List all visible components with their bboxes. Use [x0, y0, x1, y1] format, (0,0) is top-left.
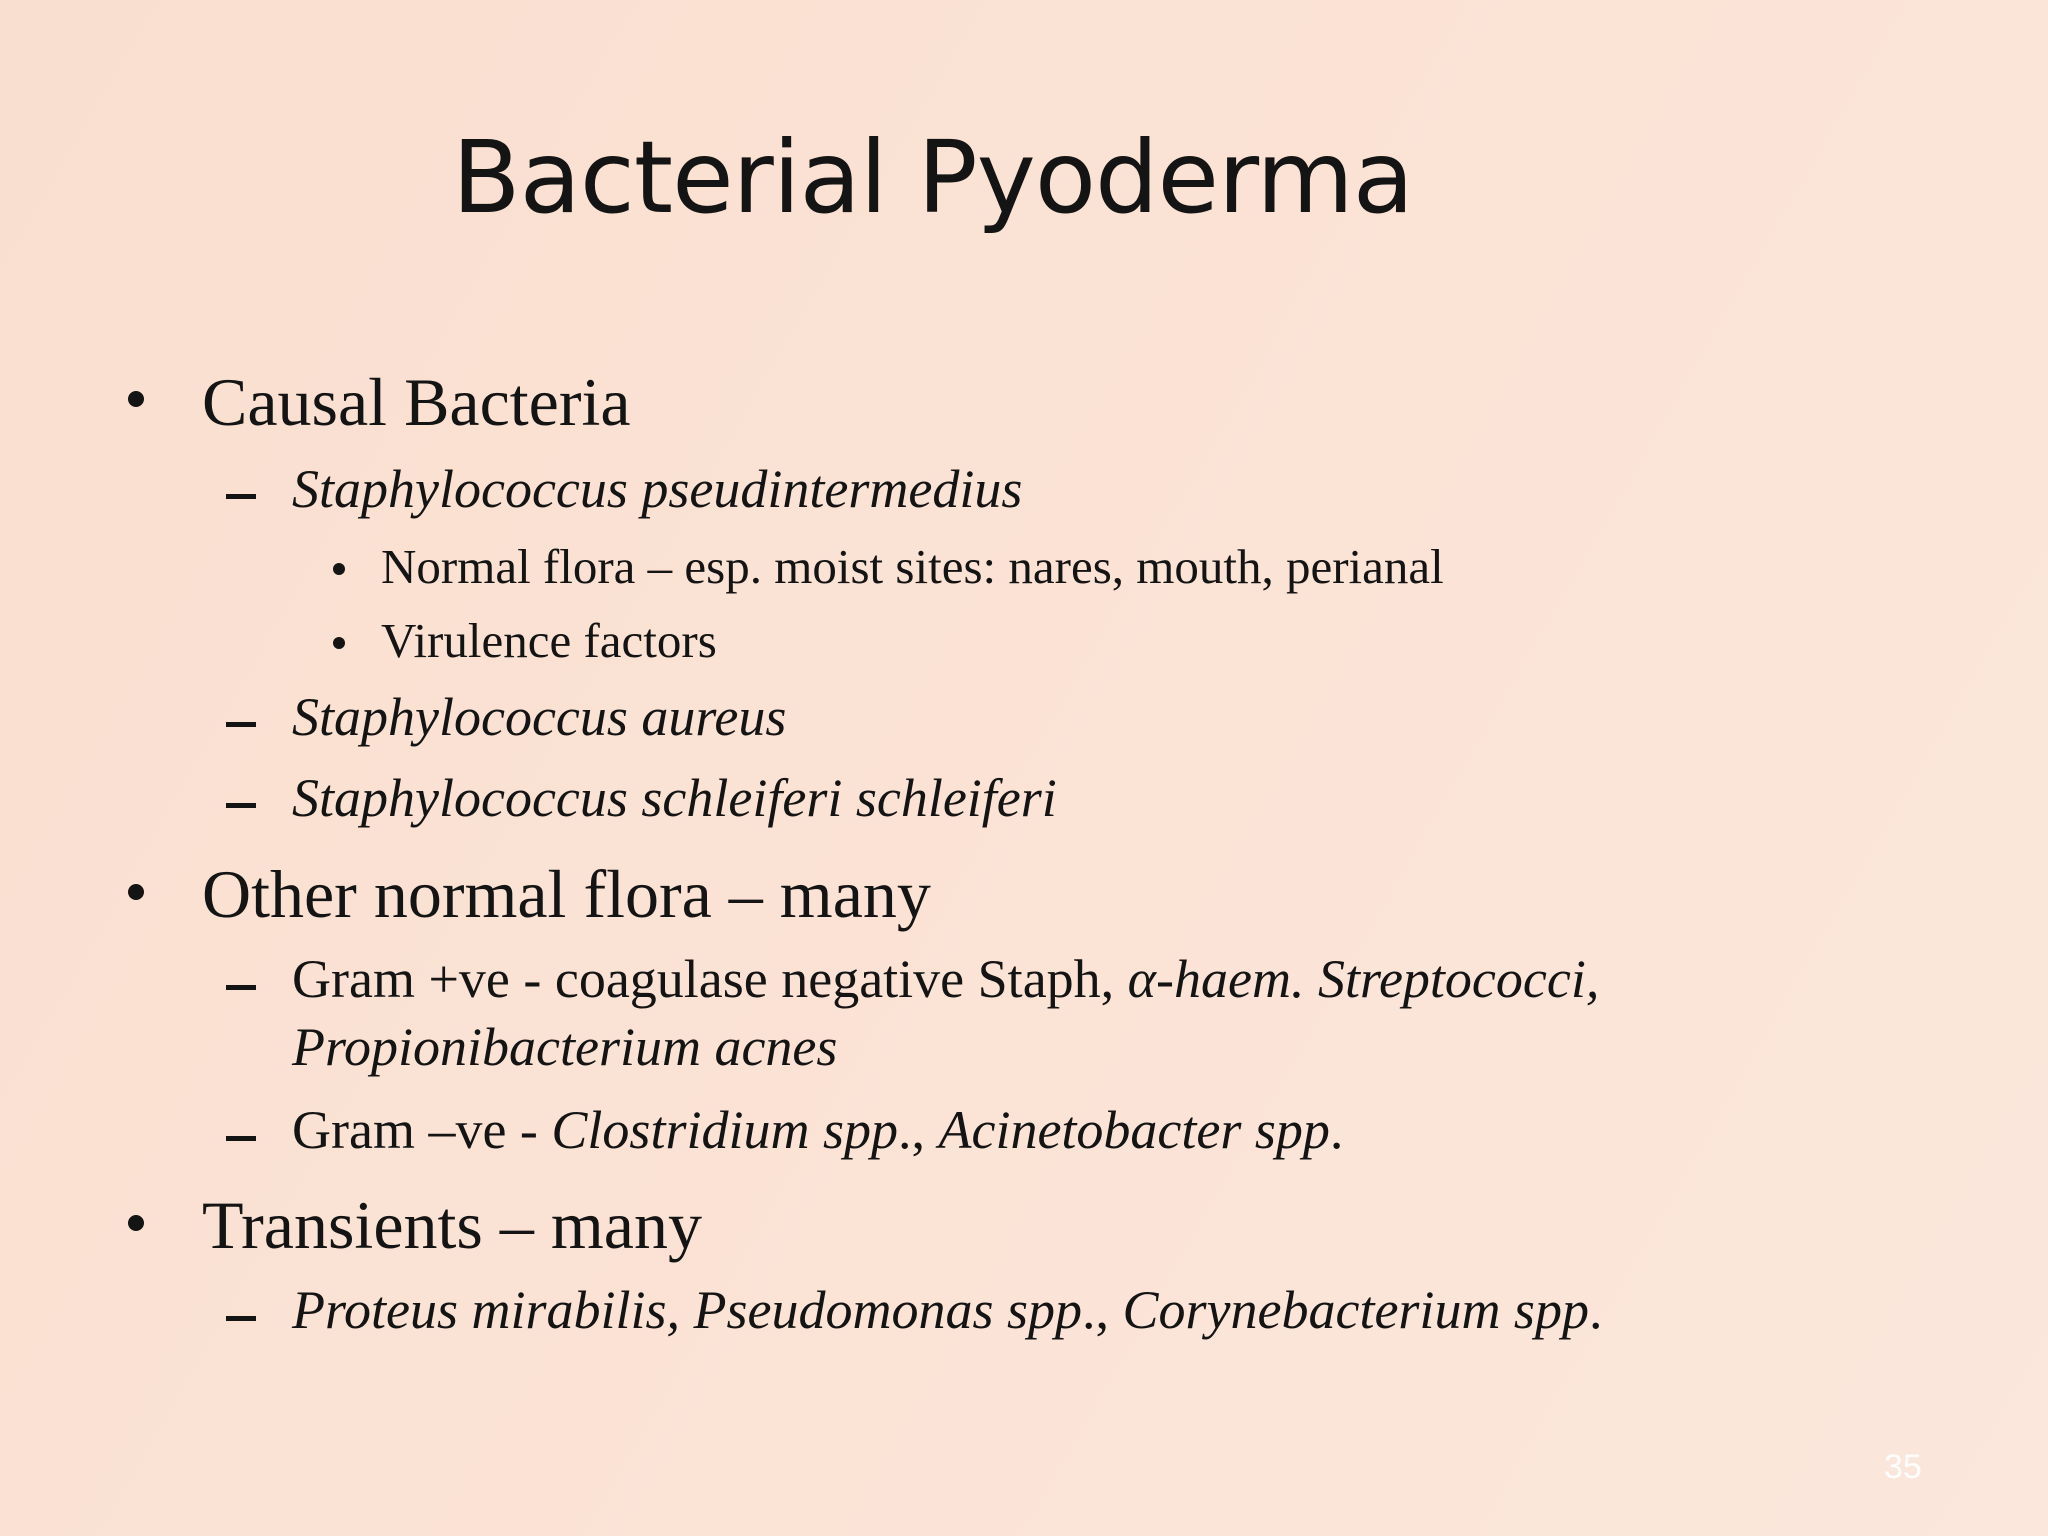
proteus-pseudomonas-text: Proteus mirabilis, Pseudomonas spp	[292, 1280, 1083, 1340]
bullet-icon	[333, 637, 345, 649]
subbullet-staph-pseudintermedius: Staphylococcus pseudintermedius	[292, 459, 1023, 519]
tertiary-virulence-factors: Virulence factors	[381, 613, 717, 668]
dash-icon	[226, 1316, 256, 1321]
subbullet-propionibacterium: Propionibacterium acnes	[292, 1017, 838, 1077]
subbullet-staph-schleiferi: Staphylococcus schleiferi schleiferi	[292, 768, 1057, 828]
subbullet-proteus	[292, 1280, 1603, 1340]
bullet-icon	[128, 884, 144, 900]
gram-positive-text: Gram +ve - coagulase negative Staph,	[292, 949, 1128, 1009]
bullet-icon	[333, 563, 345, 575]
dash-icon	[226, 803, 256, 808]
page-number: 35	[1884, 1448, 1922, 1486]
bullet-transients: Transients – many	[202, 1187, 702, 1263]
dash-icon	[226, 985, 256, 990]
subbullet-staph-aureus: Staphylococcus aureus	[292, 687, 787, 747]
dash-icon	[226, 494, 256, 499]
clostridium-text: Clostridium spp	[551, 1100, 898, 1160]
gram-negative-text: Gram –ve -	[292, 1100, 552, 1160]
period-text: .	[1588, 1280, 1603, 1340]
period-text: .	[1329, 1100, 1344, 1160]
streptococci-text: α-haem. Streptococci,	[1127, 949, 1600, 1009]
separator-text: .,	[897, 1100, 939, 1160]
bullet-other-normal-flora: Other normal flora – many	[202, 856, 931, 932]
acinetobacter-text: Acinetobacter spp	[938, 1100, 1330, 1160]
slide-title: Bacterial Pyoderma	[452, 119, 1414, 236]
bullet-icon	[128, 391, 144, 407]
subbullet-gram-negative	[292, 1100, 1344, 1160]
dash-icon	[226, 1136, 256, 1141]
bullet-causal-bacteria: Causal Bacteria	[202, 364, 631, 440]
dash-icon	[226, 722, 256, 727]
subbullet-gram-positive	[292, 949, 1600, 1009]
corynebacterium-text: Corynebacterium spp	[1122, 1280, 1589, 1340]
separator-text: .,	[1082, 1280, 1123, 1340]
tertiary-normal-flora: Normal flora – esp. moist sites: nares, mouth, perianal	[381, 539, 1444, 594]
bullet-icon	[128, 1215, 144, 1231]
